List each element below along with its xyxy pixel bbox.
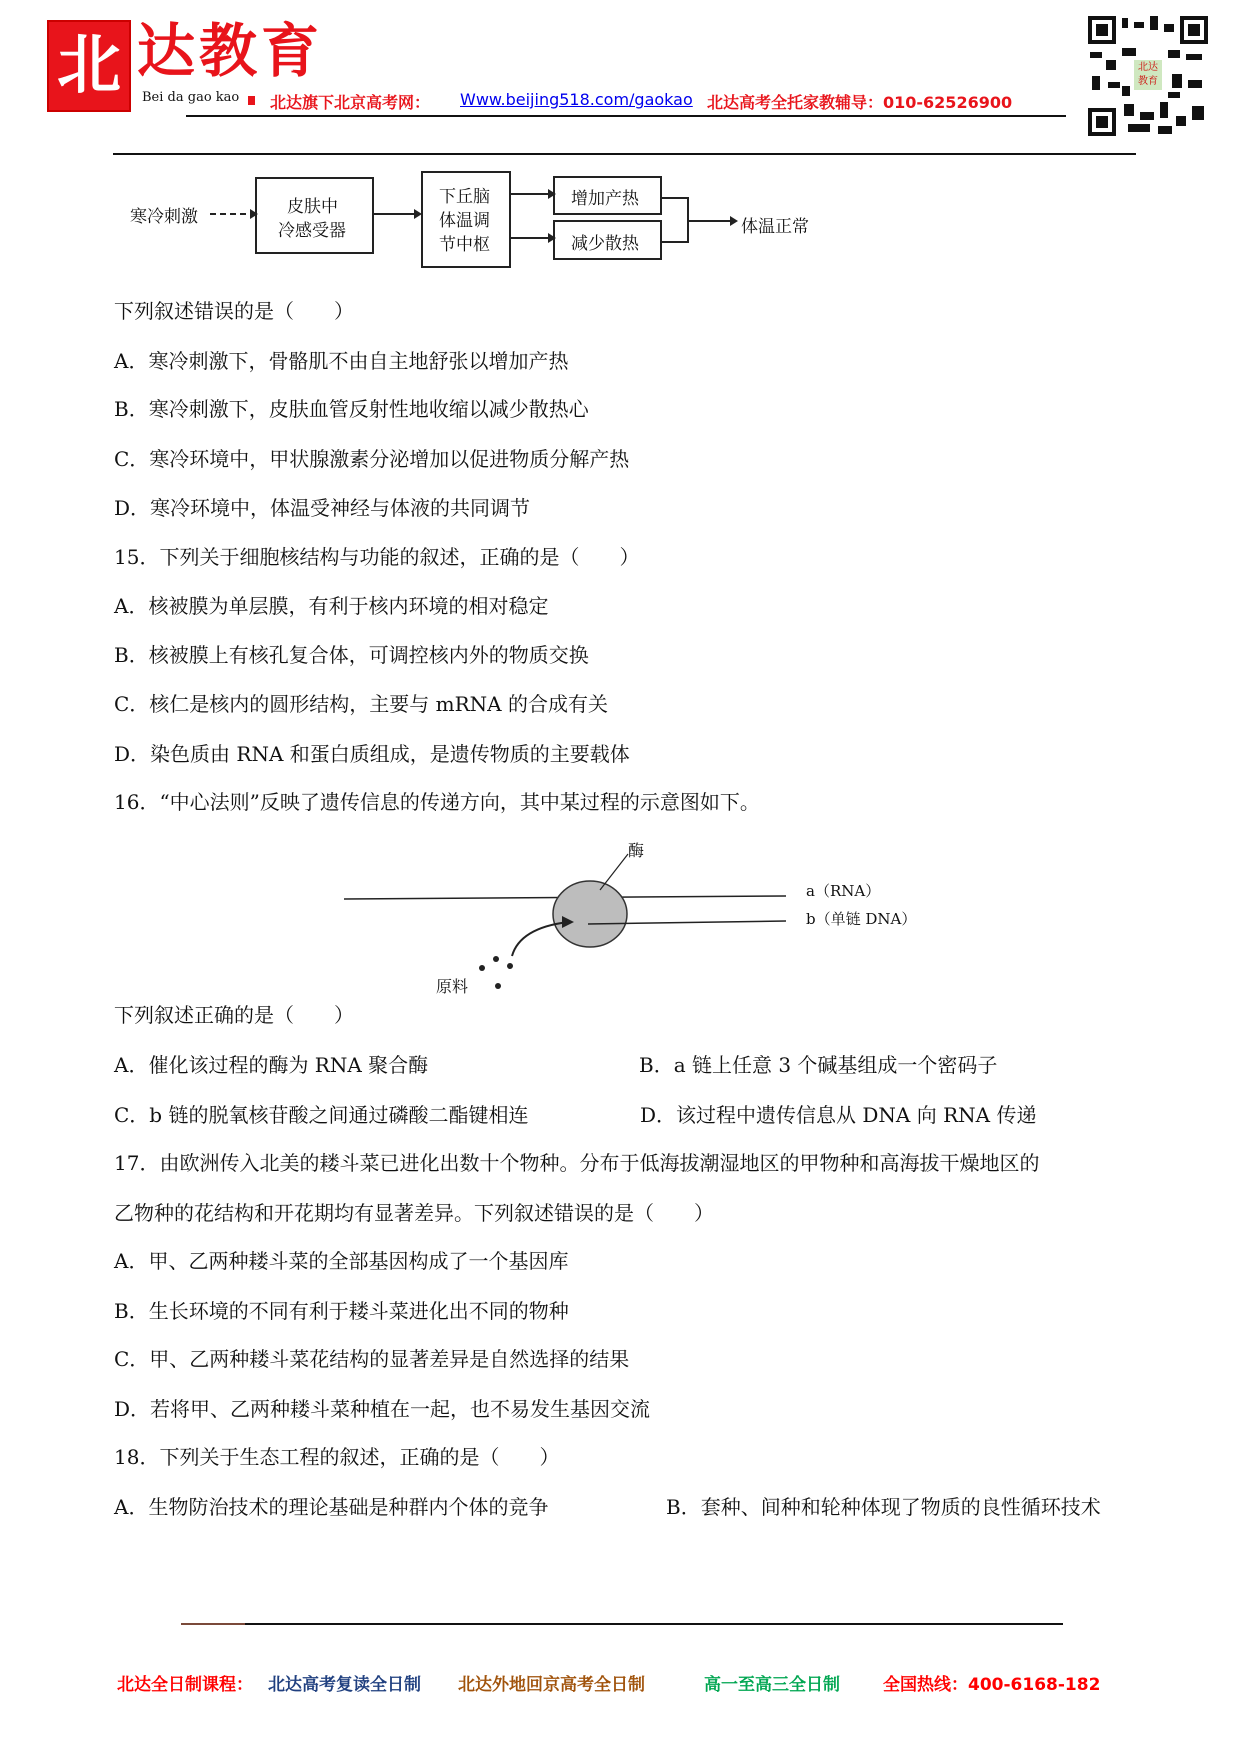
footer-course-highschool[interactable]: 高一至高三全日制	[704, 1675, 840, 1695]
footer-rule-accent	[181, 1623, 245, 1625]
center-line2: 体温调	[439, 211, 490, 231]
q15-option-d: D．染色质由 RNA 和蛋白质组成，是遗传物质的主要载体	[114, 742, 630, 766]
q16-option-a: A．催化该过程的酶为 RNA 聚合酶	[114, 1053, 429, 1077]
q15-stem: 15．下列关于细胞核结构与功能的叙述，正确的是（ ）	[114, 545, 640, 569]
q17-option-a: A．甲、乙两种耧斗菜的全部基因构成了一个基因库	[114, 1249, 569, 1273]
q16-option-b: B．a 链上任意 3 个碱基组成一个密码子	[639, 1053, 998, 1077]
q16-option-c: C．b 链的脱氧核苷酸之间通过磷酸二酯键相连	[114, 1103, 529, 1127]
q14-option-a: A．寒冷刺激下，骨骼肌不由自主地舒张以增加产热	[114, 349, 569, 373]
enzyme-label: 酶	[628, 841, 645, 860]
material-label: 原料	[436, 977, 469, 996]
footer-course-repeat[interactable]: 北达高考复读全日制	[268, 1675, 421, 1695]
footer-label: 北达全日制课程：	[117, 1675, 253, 1695]
q15-option-a: A．核被膜为单层膜，有利于核内环境的相对稳定	[114, 594, 549, 618]
q15-option-b: B．核被膜上有核孔复合体，可调控核内外的物质交换	[114, 643, 589, 667]
q14-stem: 下列叙述错误的是（ ）	[114, 299, 354, 323]
q16-option-d: D．该过程中遗传信息从 DNA 向 RNA 传递	[640, 1103, 1037, 1127]
center-line1: 下丘脑	[439, 187, 490, 207]
effect-heat-loss: 减少散热	[571, 234, 639, 254]
strand-b-label: b（单链 DNA）	[806, 910, 917, 928]
qr-label: 北达教育	[1138, 62, 1158, 87]
q17-option-b: B．生长环境的不同有利于耧斗菜进化出不同的物种	[114, 1299, 569, 1323]
q17-option-d: D．若将甲、乙两种耧斗菜种植在一起，也不易发生基因交流	[114, 1397, 651, 1421]
result-label: 体温正常	[741, 217, 809, 237]
receptor-line2: 冷感受器	[278, 221, 346, 241]
receptor-line1: 皮肤中	[287, 197, 338, 217]
thermoregulation-diagram	[0, 0, 1240, 300]
strand-a-label: a（RNA）	[806, 882, 881, 900]
site-label: 北达旗下北京高考网：	[270, 93, 431, 112]
q18-option-a: A．生物防治技术的理论基础是种群内个体的竞争	[114, 1495, 549, 1519]
logo-pinyin: Bei da gao kao	[142, 90, 240, 105]
logo-text: 达教育	[137, 17, 324, 85]
q17-option-c: C．甲、乙两种耧斗菜花结构的显著差异是自然选择的结果	[114, 1347, 630, 1371]
q14-option-c: C．寒冷环境中，甲状腺激素分泌增加以促进物质分解产热	[114, 447, 630, 471]
center-line3: 节中枢	[439, 235, 490, 255]
tutor-label: 北达高考全托家教辅导：010-62526900	[707, 93, 1013, 112]
site-link[interactable]: Www.beijing518.com/gaokao	[460, 90, 693, 109]
transcription-diagram	[0, 820, 1240, 1000]
q17-stem-line1: 17．由欧洲传入北美的耧斗菜已进化出数十个物种。分布于低海拔潮湿地区的甲物种和高海拔干燥地区的	[114, 1151, 1040, 1175]
q16-stem: 16．“中心法则”反映了遗传信息的传递方向，其中某过程的示意图如下。	[114, 790, 760, 814]
logo-mark: 北	[47, 20, 131, 112]
q18-stem: 18．下列关于生态工程的叙述，正确的是（ ）	[114, 1445, 560, 1469]
q14-option-b: B．寒冷刺激下，皮肤血管反射性地收缩以减少散热心	[114, 397, 589, 421]
footer-hotline: 全国热线：400-6168-182	[883, 1675, 1101, 1695]
stimulus-label: 寒冷刺激	[130, 207, 198, 227]
q14-option-d: D．寒冷环境中，体温受神经与体液的共同调节	[114, 496, 531, 520]
q17-stem-line2: 乙物种的花结构和开花期均有显著差异。下列叙述错误的是（ ）	[114, 1201, 714, 1225]
q16-stem2: 下列叙述正确的是（ ）	[114, 1003, 354, 1027]
q18-option-b: B．套种、间种和轮种体现了物质的良性循环技术	[666, 1495, 1101, 1519]
footer-course-return[interactable]: 北达外地回京高考全日制	[458, 1675, 645, 1695]
footer-rule	[181, 1623, 1063, 1625]
q15-option-c: C．核仁是核内的圆形结构，主要与 mRNA 的合成有关	[114, 692, 608, 716]
effect-heat-gain: 增加产热	[571, 189, 639, 209]
